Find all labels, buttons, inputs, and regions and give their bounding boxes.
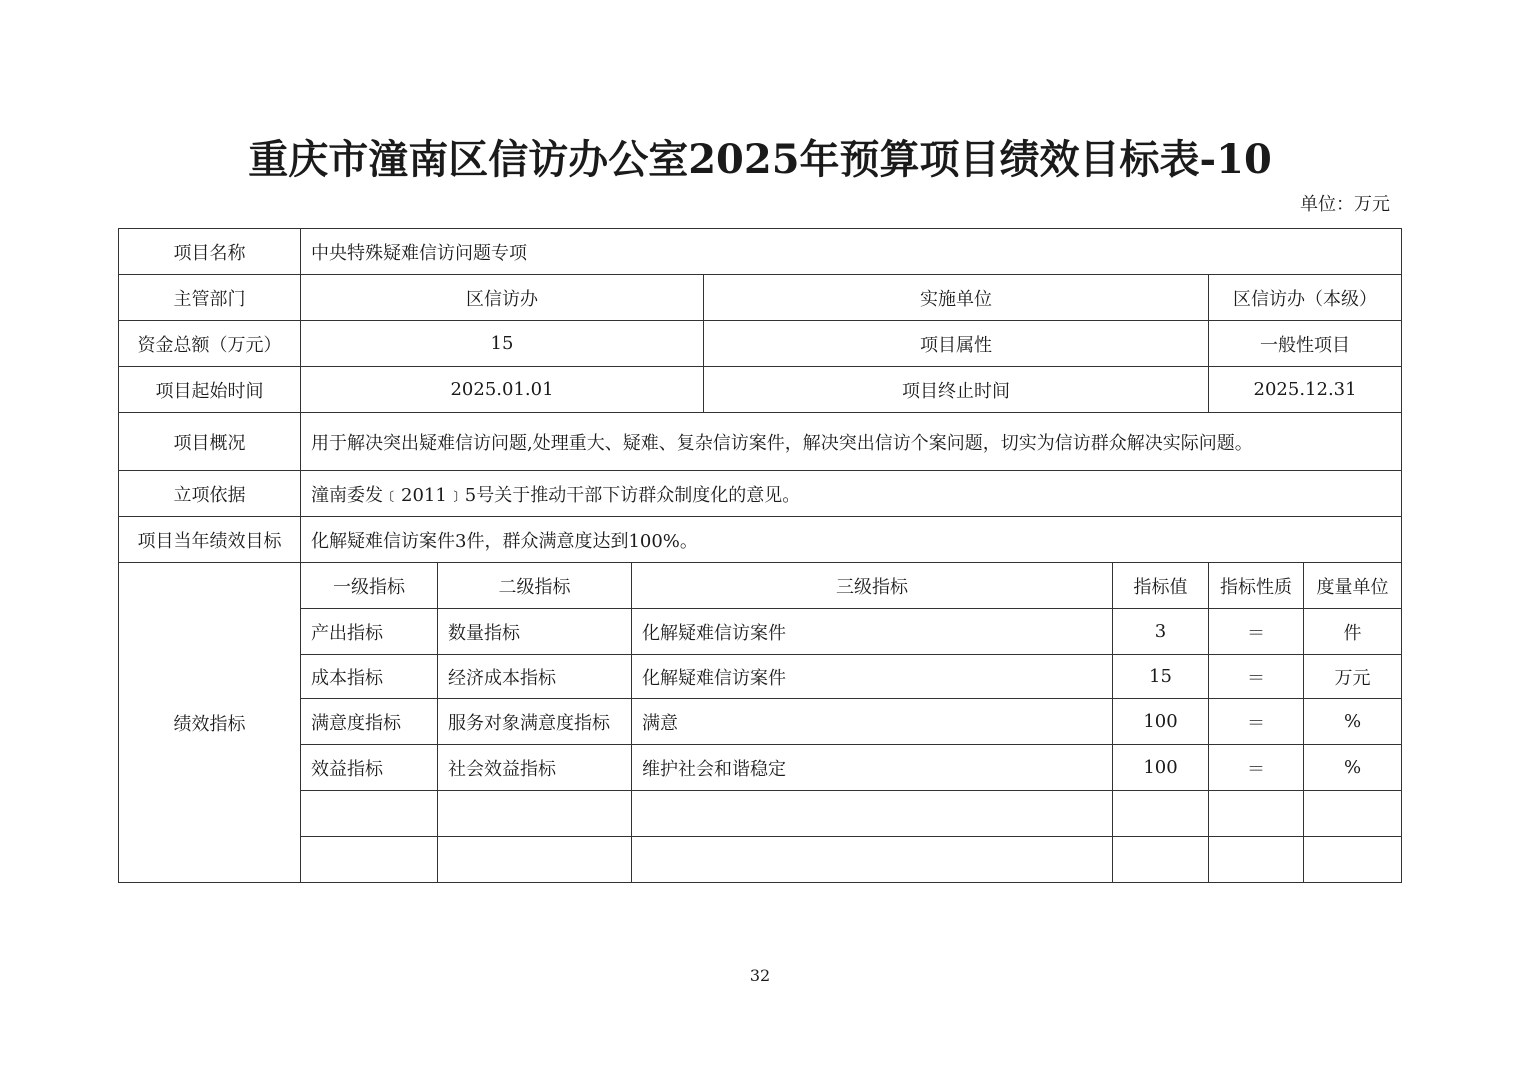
unit-label: 单位：万元 <box>1300 194 1390 215</box>
dept-label: 主管部门 <box>119 275 301 321</box>
header-unit: 度量单位 <box>1304 563 1402 609</box>
goal-value: 化解疑难信访案件3件，群众满意度达到100%。 <box>301 517 1402 563</box>
indicator-level1: 满意度指标 <box>301 699 438 745</box>
end-label: 项目终止时间 <box>704 367 1209 413</box>
table-row <box>119 609 1402 655</box>
empty-cell <box>632 791 1113 837</box>
empty-cell <box>438 791 632 837</box>
impl-value: 区信访办（本级） <box>1209 275 1402 321</box>
indicator-level3: 化解疑难信访案件 <box>632 609 1113 655</box>
indicator-unit: % <box>1304 745 1402 791</box>
start-label: 项目起始时间 <box>119 367 301 413</box>
indicator-level2: 社会效益指标 <box>438 745 632 791</box>
empty-row <box>119 837 1402 883</box>
row-dates <box>119 367 1402 413</box>
empty-cell <box>1304 791 1402 837</box>
document-title: 重庆市潼南区信访办公室2025年预算项目绩效目标表-10 <box>248 136 1272 183</box>
indicator-value: 15 <box>1113 655 1209 699</box>
indicator-nature: ＝ <box>1209 655 1304 699</box>
indicator-level2: 经济成本指标 <box>438 655 632 699</box>
start-value: 2025.01.01 <box>301 367 704 413</box>
indicator-value: 100 <box>1113 699 1209 745</box>
overview-value: 用于解决突出疑难信访问题,处理重大、疑难、复杂信访案件，解决突出信访个案问题，切实为信访群众解决实际问题。 <box>301 413 1402 471</box>
empty-cell <box>301 837 438 883</box>
project-name-label: 项目名称 <box>119 229 301 275</box>
indicator-value: 3 <box>1113 609 1209 655</box>
table-row <box>119 655 1402 699</box>
row-overview <box>119 413 1402 471</box>
header-value: 指标值 <box>1113 563 1209 609</box>
empty-cell <box>1304 837 1402 883</box>
attr-value: 一般性项目 <box>1209 321 1402 367</box>
overview-label: 项目概况 <box>119 413 301 471</box>
indicator-header-row <box>119 563 1402 609</box>
row-project-name <box>119 229 1402 275</box>
indicator-level3: 化解疑难信访案件 <box>632 655 1113 699</box>
indicator-nature: ＝ <box>1209 699 1304 745</box>
indicator-level3: 维护社会和谐稳定 <box>632 745 1113 791</box>
attr-label: 项目属性 <box>704 321 1209 367</box>
empty-cell <box>1209 837 1304 883</box>
goal-label: 项目当年绩效目标 <box>119 517 301 563</box>
basis-label: 立项依据 <box>119 471 301 517</box>
dept-value: 区信访办 <box>301 275 704 321</box>
header-level3: 三级指标 <box>632 563 1113 609</box>
indicator-value: 100 <box>1113 745 1209 791</box>
indicator-unit: % <box>1304 699 1402 745</box>
table-row <box>119 699 1402 745</box>
performance-table <box>118 228 1402 883</box>
indicator-level1: 效益指标 <box>301 745 438 791</box>
empty-row <box>119 791 1402 837</box>
basis-value: 潼南委发﹝2011﹞5号关于推动干部下访群众制度化的意见。 <box>301 471 1402 517</box>
fund-label: 资金总额（万元） <box>119 321 301 367</box>
row-goal <box>119 517 1402 563</box>
indicator-nature: ＝ <box>1209 609 1304 655</box>
row-basis <box>119 471 1402 517</box>
fund-value: 15 <box>301 321 704 367</box>
empty-cell <box>301 791 438 837</box>
indicator-nature: ＝ <box>1209 745 1304 791</box>
indicator-level3: 满意 <box>632 699 1113 745</box>
row-department <box>119 275 1402 321</box>
indicator-level1: 产出指标 <box>301 609 438 655</box>
page-number: 32 <box>749 966 771 985</box>
empty-cell <box>632 837 1113 883</box>
indicator-section-label: 绩效指标 <box>119 563 301 883</box>
indicator-unit: 件 <box>1304 609 1402 655</box>
empty-cell <box>1113 791 1209 837</box>
row-fund <box>119 321 1402 367</box>
impl-label: 实施单位 <box>704 275 1209 321</box>
end-value: 2025.12.31 <box>1209 367 1402 413</box>
header-level1: 一级指标 <box>301 563 438 609</box>
indicator-level1: 成本指标 <box>301 655 438 699</box>
header-nature: 指标性质 <box>1209 563 1304 609</box>
empty-cell <box>438 837 632 883</box>
table-row <box>119 745 1402 791</box>
indicator-level2: 数量指标 <box>438 609 632 655</box>
empty-cell <box>1209 791 1304 837</box>
indicator-unit: 万元 <box>1304 655 1402 699</box>
indicator-level2: 服务对象满意度指标 <box>438 699 632 745</box>
project-name-value: 中央特殊疑难信访问题专项 <box>301 229 1402 275</box>
empty-cell <box>1113 837 1209 883</box>
header-level2: 二级指标 <box>438 563 632 609</box>
